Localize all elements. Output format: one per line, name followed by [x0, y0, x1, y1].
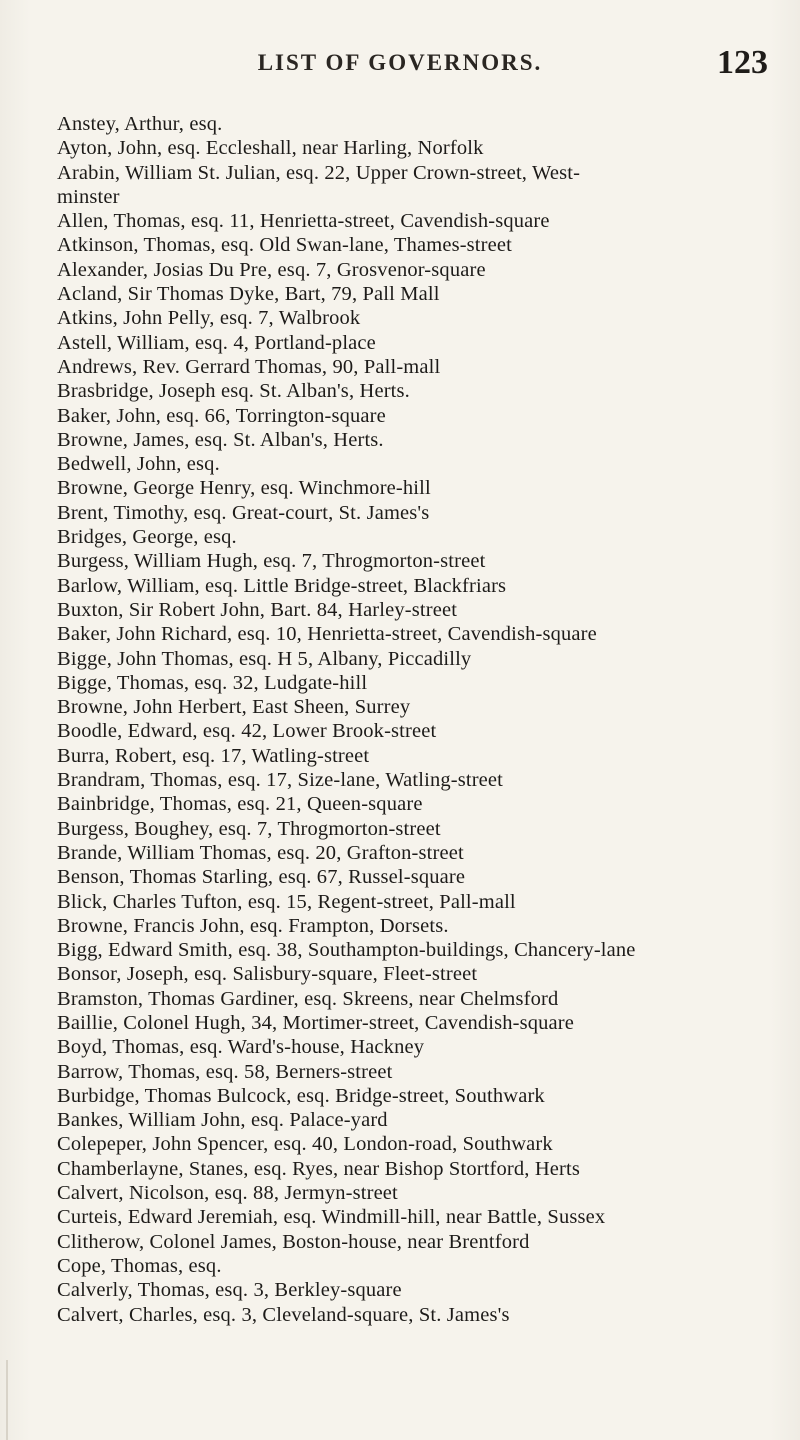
list-item: Bigge, Thomas, esq. 32, Ludgate-hill — [57, 671, 368, 694]
list-item: Burgess, William Hugh, esq. 7, Throgmorton-street — [57, 550, 486, 573]
list-item: Baker, John Richard, esq. 10, Henrietta-street, Cavendish-square — [57, 623, 597, 646]
list-item: Blick, Charles Tufton, esq. 15, Regent-street, Pall-mall — [57, 890, 516, 913]
list-item: Brande, William Thomas, esq. 20, Grafton-street — [57, 841, 464, 864]
list-item: Colepeper, John Spencer, esq. 40, London-road, Southwark — [57, 1133, 553, 1156]
list-item: Brasbridge, Joseph esq. St. Alban's, Herts. — [57, 380, 410, 403]
list-item: Calvert, Nicolson, esq. 88, Jermyn-street — [57, 1182, 398, 1205]
binding-edge — [6, 1360, 8, 1440]
list-item: Bramston, Thomas Gardiner, esq. Skreens, near Chelmsford — [57, 987, 559, 1010]
list-item: Boyd, Thomas, esq. Ward's-house, Hackney — [57, 1036, 425, 1059]
list-item: Bonsor, Joseph, esq. Salisbury-square, Fleet-street — [57, 963, 478, 986]
list-item: Arabin, William St. Julian, esq. 22, Upper Crown-street, West- — [57, 161, 581, 184]
list-item: Bridges, George, esq. — [57, 526, 237, 549]
list-item: Bankes, William John, esq. Palace-yard — [57, 1109, 388, 1132]
list-item: Anstey, Arthur, esq. — [57, 113, 223, 135]
list-item: Burra, Robert, esq. 17, Watling-street — [57, 744, 370, 767]
list-item: minster — [57, 185, 120, 208]
list-item: Browne, James, esq. St. Alban's, Herts. — [57, 428, 384, 451]
running-title: LIST OF GOVERNORS. — [257, 50, 543, 75]
list-item: Bedwell, John, esq. — [57, 453, 220, 476]
list-item: Bainbridge, Thomas, esq. 21, Queen-square — [57, 793, 423, 816]
list-item: Andrews, Rev. Gerrard Thomas, 90, Pall-mall — [57, 355, 441, 378]
list-item: Boodle, Edward, esq. 42, Lower Brook-street — [57, 720, 437, 743]
list-item: Allen, Thomas, esq. 11, Henrietta-street, Cavendish-square — [57, 210, 550, 233]
list-item: Browne, John Herbert, East Sheen, Surrey — [57, 696, 411, 719]
list-item: Barlow, William, esq. Little Bridge-street, Blackfriars — [57, 574, 507, 597]
list-item: Atkins, John Pelly, esq. 7, Walbrook — [57, 307, 361, 330]
list-item: Cope, Thomas, esq. — [57, 1254, 222, 1277]
list-item: Bigg, Edward Smith, esq. 38, Southampton-buildings, Chancery-lane — [57, 939, 636, 962]
list-item: Calverly, Thomas, esq. 3, Berkley-square — [57, 1279, 402, 1302]
list-item: Calvert, Charles, esq. 3, Cleveland-square, St. James's — [57, 1303, 510, 1326]
list-item: Brandram, Thomas, esq. 17, Size-lane, Watling-street — [57, 769, 504, 792]
list-item: Benson, Thomas Starling, esq. 67, Russel-square — [57, 866, 466, 889]
list-item: Clitherow, Colonel James, Boston-house, near Brentford — [57, 1230, 530, 1253]
list-item: Bigge, John Thomas, esq. H 5, Albany, Piccadilly — [57, 647, 472, 670]
list-item: Alexander, Josias Du Pre, esq. 7, Grosvenor-square — [57, 258, 486, 281]
list-item: Barrow, Thomas, esq. 58, Berners-street — [57, 1060, 393, 1083]
running-head — [0, 44, 800, 94]
list-item: Astell, William, esq. 4, Portland-place — [57, 331, 376, 354]
list-item: Chamberlayne, Stanes, esq. Ryes, near Bishop Stortford, Herts — [57, 1157, 581, 1180]
list-item: Atkinson, Thomas, esq. Old Swan-lane, Thames-street — [57, 234, 512, 257]
list-item: Acland, Sir Thomas Dyke, Bart, 79, Pall Mall — [57, 283, 440, 306]
list-item: Burgess, Boughey, esq. 7, Throgmorton-street — [57, 817, 441, 840]
list-item: Curteis, Edward Jeremiah, esq. Windmill-hill, near Battle, Sussex — [57, 1206, 606, 1229]
list-item: Ayton, John, esq. Eccleshall, near Harling, Norfolk — [57, 137, 484, 160]
page-number: 123 — [717, 44, 768, 81]
list-item: Baillie, Colonel Hugh, 34, Mortimer-street, Cavendish-square — [57, 1011, 574, 1034]
list-item: Burbidge, Thomas Bulcock, esq. Bridge-street, Southwark — [57, 1084, 545, 1107]
list-item: Browne, George Henry, esq. Winchmore-hill — [57, 477, 431, 500]
list-item: Browne, Francis John, esq. Frampton, Dorsets. — [57, 914, 449, 937]
list-item: Baker, John, esq. 66, Torrington-square — [57, 404, 386, 427]
list-item: Brent, Timothy, esq. Great-court, St. James's — [57, 501, 430, 524]
governors-list — [57, 112, 787, 1327]
list-item: Buxton, Sir Robert John, Bart. 84, Harley-street — [57, 598, 458, 621]
